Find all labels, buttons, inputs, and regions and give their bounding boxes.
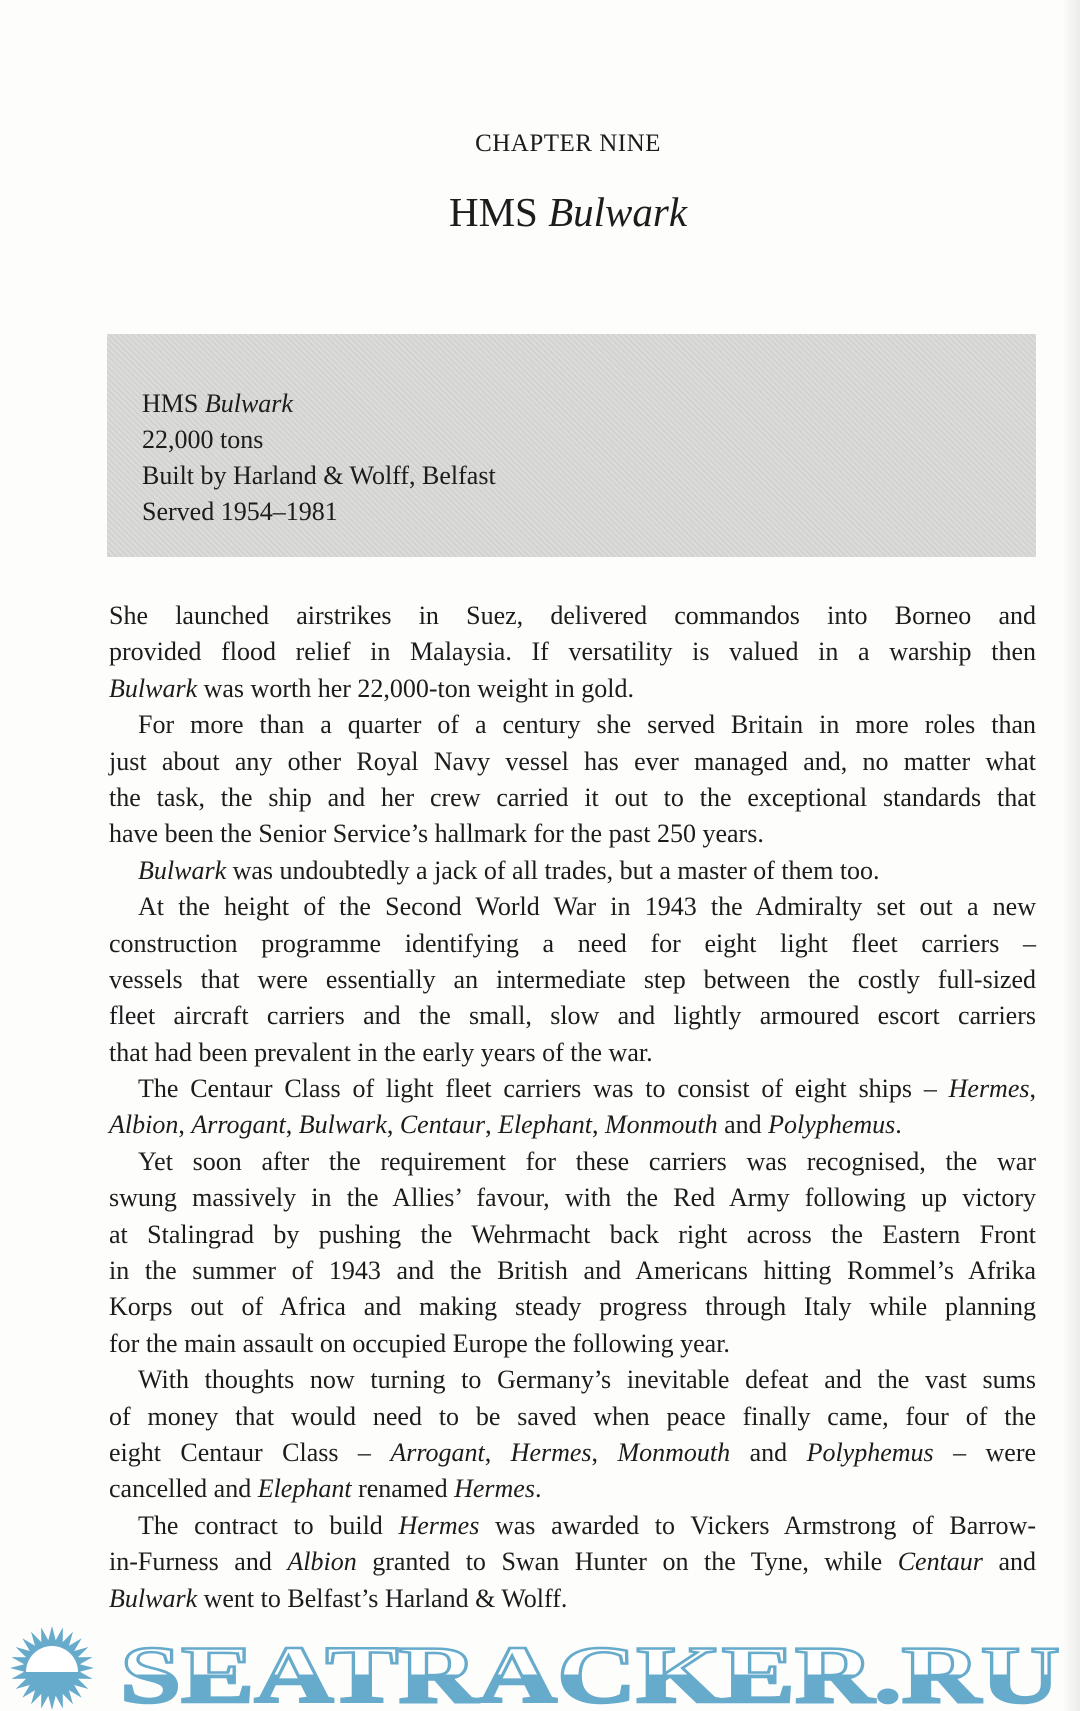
info-name-italic: Bulwark bbox=[204, 389, 293, 418]
text-line bbox=[109, 1107, 1036, 1143]
text-line bbox=[109, 1362, 1036, 1398]
text-run: and bbox=[717, 1110, 769, 1140]
text-run: fleet aircraft carriers and the small, slow and lightly armoured escort carriers bbox=[109, 1001, 1036, 1031]
info-builder: Built by Harland & Wolff, Belfast bbox=[142, 461, 496, 490]
text-run: was awarded to Vickers Armstrong of Barrow- bbox=[479, 1510, 1036, 1540]
italic-run: Elephant bbox=[257, 1474, 352, 1504]
text-line bbox=[109, 998, 1036, 1034]
sun-logo-icon bbox=[10, 1626, 94, 1710]
italic-run: Arrogant bbox=[390, 1437, 485, 1467]
italic-run: Bulwark bbox=[138, 855, 227, 885]
text-line bbox=[109, 1035, 1036, 1071]
text-line bbox=[109, 707, 1036, 743]
text-line bbox=[109, 962, 1036, 998]
text-run: and bbox=[982, 1547, 1036, 1577]
italic-run: Bulwark bbox=[298, 1110, 387, 1140]
watermark bbox=[0, 1624, 1080, 1711]
text-line bbox=[109, 1399, 1036, 1435]
text-run: have been the Senior Service’s hallmark for the past 250 years. bbox=[109, 819, 764, 849]
text-run: , bbox=[484, 1437, 511, 1467]
info-name-prefix: HMS bbox=[142, 389, 205, 418]
watermark-text: SEATRACKER.RU bbox=[120, 1629, 1060, 1711]
text-line bbox=[109, 1071, 1036, 1107]
text-run: construction programme identifying a need for eight light fleet carriers – bbox=[109, 928, 1036, 958]
info-ship-name bbox=[142, 386, 496, 422]
text-run: provided flood relief in Malaysia. If versatility is valued in a warship then bbox=[109, 637, 1036, 667]
chapter-title bbox=[0, 188, 1080, 236]
text-run: at Stalingrad by pushing the Wehrmacht back right across the Eastern Front bbox=[109, 1219, 1036, 1249]
page-edge bbox=[1062, 0, 1080, 1711]
text-run: of money that would need to be saved when peace finally came, four of the bbox=[109, 1401, 1036, 1431]
text-line bbox=[109, 634, 1036, 670]
text-line bbox=[109, 1581, 1036, 1617]
text-line bbox=[109, 1144, 1036, 1180]
text-run: , bbox=[1029, 1074, 1036, 1104]
text-line bbox=[109, 1217, 1036, 1253]
text-run: She launched airstrikes in Suez, delivered commandos into Borneo and bbox=[109, 601, 1036, 630]
text-run: With thoughts now turning to Germany’s inevitable defeat and the vast sums bbox=[138, 1365, 1036, 1395]
italic-run: Monmouth bbox=[604, 1110, 718, 1140]
italic-run: Albion bbox=[287, 1547, 357, 1577]
text-line bbox=[109, 1544, 1036, 1580]
text-run: At the height of the Second World War in 1943 the Admiralty set out a new bbox=[138, 892, 1036, 922]
text-run: that had been prevalent in the early years of the war. bbox=[109, 1037, 653, 1067]
text-run: in-Furness and bbox=[109, 1547, 288, 1577]
text-line bbox=[109, 671, 1036, 707]
text-line bbox=[109, 1326, 1036, 1362]
text-run: , bbox=[485, 1110, 499, 1140]
text-line bbox=[109, 889, 1036, 925]
text-line bbox=[109, 853, 1036, 889]
text-run: The Centaur Class of light fleet carriers was to consist of eight ships – bbox=[138, 1074, 949, 1104]
text-run: the task, the ship and her crew carried it out to the exceptional standards that bbox=[109, 782, 1036, 812]
italic-run: Hermes bbox=[510, 1437, 592, 1467]
text-run: , bbox=[591, 1437, 618, 1467]
text-run: , bbox=[591, 1110, 605, 1140]
italic-run: Polyphemus bbox=[806, 1437, 934, 1467]
text-line bbox=[109, 1180, 1036, 1216]
chapter-label: CHAPTER NINE bbox=[475, 130, 661, 157]
text-run: renamed bbox=[351, 1474, 455, 1504]
text-run: eight Centaur Class – bbox=[109, 1437, 391, 1467]
italic-run: Arrogant bbox=[191, 1110, 286, 1140]
text-run: in the summer of 1943 and the British and Americans hitting Rommel’s Afrika bbox=[109, 1256, 1036, 1286]
text-run: was undoubtedly a jack of all trades, but a master of them too. bbox=[226, 855, 880, 885]
text-run: , bbox=[386, 1110, 400, 1140]
italic-run: Bulwark bbox=[109, 1583, 198, 1613]
text-line bbox=[109, 1253, 1036, 1289]
text-line bbox=[109, 780, 1036, 816]
text-line bbox=[109, 1508, 1036, 1544]
italic-run: Monmouth bbox=[617, 1437, 731, 1467]
text-run: , bbox=[178, 1110, 192, 1140]
italic-run: Polyphemus bbox=[768, 1110, 896, 1140]
text-run: and bbox=[730, 1437, 807, 1467]
title-prefix: HMS bbox=[448, 189, 549, 235]
info-tonnage: 22,000 tons bbox=[142, 425, 264, 454]
italic-run: Bulwark bbox=[109, 673, 198, 703]
text-run: went to Belfast’s Harland & Wolff. bbox=[197, 1583, 568, 1613]
text-run: for the main assault on occupied Europe the following year. bbox=[109, 1328, 730, 1358]
text-run: cancelled and bbox=[109, 1474, 258, 1504]
text-run: vessels that were essentially an intermediate step between the costly full-sized bbox=[109, 964, 1036, 994]
italic-run: Centaur bbox=[399, 1110, 486, 1140]
text-run: For more than a quarter of a century she served Britain in more roles than bbox=[138, 710, 1036, 740]
italic-run: Hermes bbox=[398, 1510, 480, 1540]
italic-run: Centaur bbox=[897, 1547, 983, 1577]
text-run: , bbox=[285, 1110, 299, 1140]
text-line bbox=[109, 598, 1036, 634]
italic-run: Hermes bbox=[454, 1474, 535, 1504]
text-run: Korps out of Africa and making steady progress through Italy while planning bbox=[109, 1292, 1036, 1322]
text-run: swung massively in the Allies’ favour, with the Red Army following up victory bbox=[109, 1183, 1036, 1213]
info-service: Served 1954–1981 bbox=[142, 497, 338, 526]
text-line bbox=[109, 744, 1036, 780]
body-text bbox=[109, 598, 1036, 1617]
text-line bbox=[109, 926, 1036, 962]
text-line bbox=[109, 1289, 1036, 1325]
text-line bbox=[109, 1435, 1036, 1471]
text-run: granted to Swan Hunter on the Tyne, while bbox=[356, 1547, 898, 1577]
text-run: – were bbox=[933, 1437, 1037, 1467]
text-run: was worth her 22,000-ton weight in gold. bbox=[197, 673, 634, 703]
text-line bbox=[109, 816, 1036, 852]
ship-info-box bbox=[107, 334, 1036, 557]
text-run: . bbox=[534, 1474, 542, 1504]
text-run: . bbox=[895, 1110, 902, 1140]
text-line bbox=[109, 1471, 1036, 1507]
text-run: The contract to build bbox=[138, 1510, 399, 1540]
italic-run: Hermes bbox=[948, 1074, 1030, 1104]
text-run: Yet soon after the requirement for these carriers was recognised, the war bbox=[138, 1146, 1036, 1176]
title-ship-name: Bulwark bbox=[548, 189, 688, 235]
italic-run: Elephant bbox=[498, 1110, 592, 1140]
italic-run: Albion bbox=[109, 1110, 179, 1140]
text-run: just about any other Royal Navy vessel has ever managed and, no matter what bbox=[109, 746, 1036, 776]
